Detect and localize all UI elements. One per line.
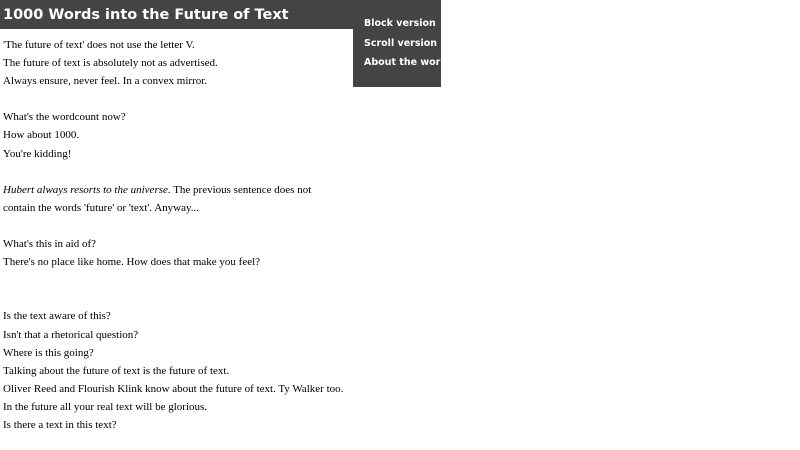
nav-link-scroll-version[interactable]: Scroll version xyxy=(364,38,438,49)
text-line: contain the words 'future' or 'text'. Anyway... xyxy=(3,201,200,214)
text-line: Where is this going? xyxy=(3,346,94,359)
text-line: In the future all your real text will be glorious. xyxy=(3,400,208,413)
text-line: What's the wordcount now? xyxy=(3,111,126,124)
stanza-break xyxy=(3,271,348,307)
text-line: Is there a text in this text? xyxy=(3,418,117,431)
text-line: 'The future of text' does not use the letter V. xyxy=(3,39,195,51)
stanza-break xyxy=(3,90,348,108)
text-line: How about 1000. xyxy=(3,129,80,142)
stanza-break xyxy=(3,163,348,181)
text-line: Talking about the future of text is the future of text. xyxy=(3,364,230,377)
nav-link-block-version[interactable]: Block version xyxy=(364,18,436,29)
nav-link-about-the-work[interactable]: About the work xyxy=(364,57,447,68)
stanza-break xyxy=(3,217,348,235)
italic-phrase: Hubert always resorts to the universe xyxy=(3,183,168,196)
text-line-rest: . The previous sentence does not xyxy=(167,183,312,196)
text-line: What's this in aid of? xyxy=(3,238,97,251)
text-line: You're kidding! xyxy=(3,147,72,160)
text-line: There's no place like home. How does that make you feel? xyxy=(3,256,261,269)
poem-text xyxy=(3,36,348,434)
page-title: 1000 Words into the Future of Text xyxy=(3,7,289,23)
text-line: Oliver Reed and Flourish Klink know about the future of text. Ty Walker too. xyxy=(3,382,344,395)
text-line: Isn't that a rhetorical question? xyxy=(3,328,139,341)
title-bar xyxy=(0,0,353,29)
text-line: The future of text is absolutely not as advertised. xyxy=(3,57,218,70)
text-line: Is the text aware of this? xyxy=(3,310,111,323)
nav-menu xyxy=(353,0,447,87)
text-line xyxy=(3,181,348,199)
text-line: Always ensure, never feel. In a convex mirror. xyxy=(3,75,208,88)
